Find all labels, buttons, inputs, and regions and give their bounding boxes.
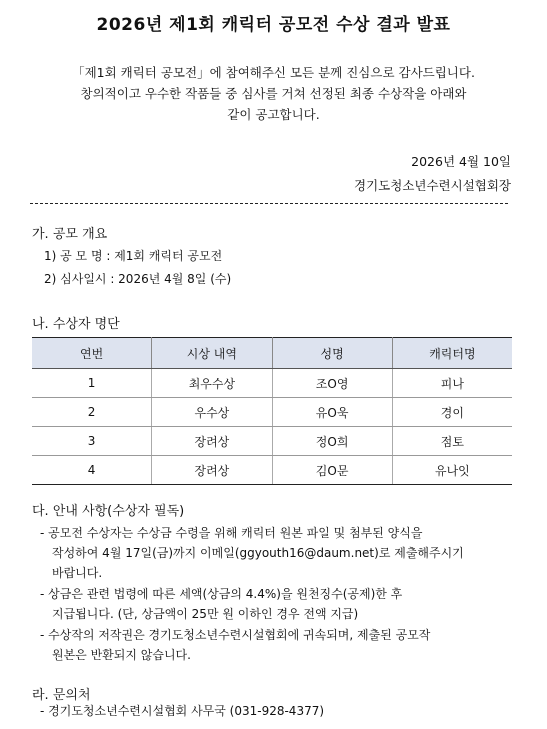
notice-line: 바랍니다.	[52, 566, 103, 580]
dashed-divider	[30, 203, 508, 204]
overview-item: 2) 심사일시 : 2026년 4월 8일 (수)	[44, 272, 232, 286]
intro-line: 「제1회 캐릭터 공모전」에 참여해주신 모든 분께 진심으로 감사드립니다.	[72, 65, 475, 80]
table-cell: 유O욱	[272, 398, 392, 427]
table-cell: 우수상	[152, 398, 272, 427]
table-cell: 장려상	[152, 427, 272, 456]
table-cell: 조O영	[272, 369, 392, 398]
table-row	[32, 398, 512, 427]
table-cell: 3	[32, 427, 152, 456]
table-cell: 1	[32, 369, 152, 398]
column-header: 캐릭터명	[392, 338, 512, 369]
table-row	[32, 456, 512, 485]
table-cell: 장려상	[152, 456, 272, 485]
document-title: 2026년 제1회 캐릭터 공모전 수상 결과 발표	[96, 15, 451, 35]
intro-paragraph	[20, 62, 527, 125]
table-cell: 2	[32, 398, 152, 427]
column-header: 시상 내역	[152, 338, 272, 369]
winners-table	[32, 337, 512, 485]
contact-line: - 경기도청소년수련시설협회 사무국 (031-928-4377)	[40, 704, 325, 718]
notice-line: 원본은 반환되지 않습니다.	[52, 648, 191, 662]
column-header: 연번	[32, 338, 152, 369]
table-cell: 최우수상	[152, 369, 272, 398]
intro-line: 창의적이고 우수한 작품들 중 심사를 거쳐 선정된 최종 수상작을 아래와	[80, 86, 467, 101]
issuer-name: 경기도청소년수련시설협회장	[354, 178, 511, 193]
overview-item: 1) 공 모 명 : 제1회 캐릭터 공모전	[44, 249, 223, 263]
table-cell: 점토	[392, 427, 512, 456]
announcement-date: 2026년 4월 10일	[411, 154, 511, 169]
table-header-row	[32, 338, 512, 369]
section-notice-title: 다. 안내 사항(수상자 필독)	[32, 504, 185, 519]
table-cell: 경이	[392, 398, 512, 427]
notice-line: 작성하여 4월 17일(금)까지 이메일(ggyouth16@daum.net)로 제출해주시기	[52, 546, 464, 560]
section-contact-title: 라. 문의처	[32, 688, 91, 703]
section-winners-title: 나. 수상자 명단	[32, 317, 120, 332]
section-overview-title: 가. 공모 개요	[32, 227, 108, 242]
column-header: 성명	[272, 338, 392, 369]
table-cell: 피나	[392, 369, 512, 398]
table-row	[32, 427, 512, 456]
table-cell: 정O희	[272, 427, 392, 456]
table-cell: 유나잇	[392, 456, 512, 485]
table-row	[32, 369, 512, 398]
intro-line: 같이 공고합니다.	[227, 107, 320, 122]
table-cell: 김O문	[272, 456, 392, 485]
table-cell: 4	[32, 456, 152, 485]
notice-line: - 공모전 수상자는 수상금 수령을 위해 캐릭터 원본 파일 및 첨부된 양식을	[40, 526, 423, 540]
notice-line: 지급됩니다. (단, 상금액이 25만 원 이하인 경우 전액 지급)	[52, 607, 359, 621]
notice-line: - 수상작의 저작권은 경기도청소년수련시설협회에 귀속되며, 제출된 공모작	[40, 628, 431, 642]
notice-line: - 상금은 관련 법령에 따른 세액(상금의 4.4%)을 원천징수(공제)한 후	[40, 587, 403, 601]
